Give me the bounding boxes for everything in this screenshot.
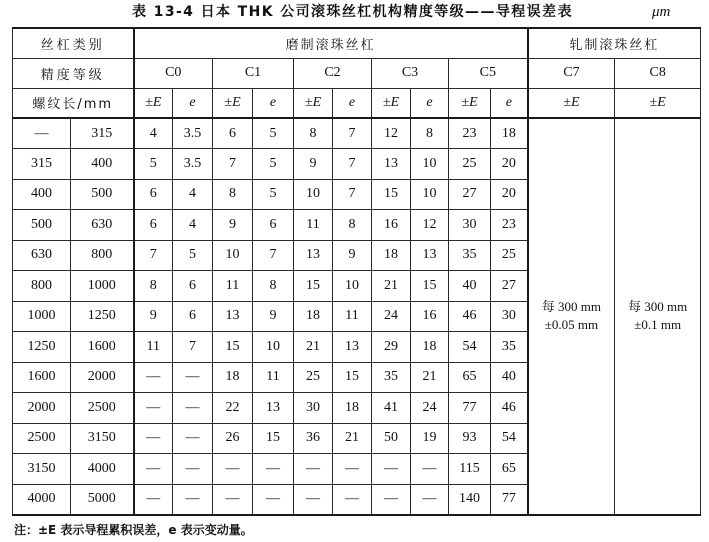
grade-c5: C5 bbox=[449, 58, 528, 88]
c3-pm-e-cell: 16 bbox=[372, 210, 411, 241]
c3-pm-e-cell: 35 bbox=[372, 362, 411, 393]
c0-pm-e-cell: — bbox=[134, 484, 173, 515]
c1-pm-e-cell: 18 bbox=[213, 362, 253, 393]
c1-e-cell: 6 bbox=[253, 210, 294, 241]
c1-e-cell: 5 bbox=[253, 149, 294, 180]
c3-e-cell: 8 bbox=[411, 118, 449, 149]
c5-e-cell: 77 bbox=[491, 484, 528, 515]
c2-pm-e-cell: 11 bbox=[294, 210, 333, 241]
length-from-cell: 1000 bbox=[13, 301, 71, 332]
header-row-category bbox=[13, 28, 701, 58]
rolled-c7-line1: 每 300 mm bbox=[541, 299, 602, 315]
c1-pm-e-cell: 6 bbox=[213, 118, 253, 149]
c0-e-cell: — bbox=[173, 484, 213, 515]
c5-pm-e-cell: 25 bbox=[449, 149, 491, 180]
c5-pm-e-cell: 65 bbox=[449, 362, 491, 393]
c1-e-header: e bbox=[253, 88, 294, 118]
grade-label: 精度等级 bbox=[13, 58, 134, 88]
c5-e-cell: 23 bbox=[491, 210, 528, 241]
c5-e-header: e bbox=[491, 88, 528, 118]
c2-pm-e-header: ±E bbox=[294, 88, 333, 118]
c0-pm-e-cell: 11 bbox=[134, 332, 173, 363]
length-from-cell: 630 bbox=[13, 240, 71, 271]
table-note: 注：±E 表示导程累积误差，e 表示变动量。 bbox=[14, 523, 253, 537]
grade-c8: C8 bbox=[615, 58, 701, 88]
length-to-cell: 1000 bbox=[71, 271, 134, 302]
c3-pm-e-cell: 21 bbox=[372, 271, 411, 302]
c1-pm-e-cell: 9 bbox=[213, 210, 253, 241]
c2-pm-e-cell: — bbox=[294, 454, 333, 485]
c5-e-cell: 65 bbox=[491, 454, 528, 485]
length-from-cell: 4000 bbox=[13, 484, 71, 515]
c5-pm-e-cell: 35 bbox=[449, 240, 491, 271]
c3-e-cell: 18 bbox=[411, 332, 449, 363]
length-to-cell: 4000 bbox=[71, 454, 134, 485]
c3-e-cell: 24 bbox=[411, 393, 449, 424]
c3-pm-e-cell: — bbox=[372, 484, 411, 515]
table-header bbox=[13, 28, 701, 118]
c5-e-cell: 54 bbox=[491, 423, 528, 454]
c3-e-cell: — bbox=[411, 484, 449, 515]
length-from-cell: 2500 bbox=[13, 423, 71, 454]
c3-pm-e-cell: 50 bbox=[372, 423, 411, 454]
grade-c2: C2 bbox=[294, 58, 372, 88]
c0-pm-e-cell: — bbox=[134, 423, 173, 454]
c1-pm-e-cell: 11 bbox=[213, 271, 253, 302]
c0-pm-e-cell: — bbox=[134, 454, 173, 485]
c0-pm-e-cell: 7 bbox=[134, 240, 173, 271]
c2-e-cell: — bbox=[333, 454, 372, 485]
table-title: 表 13-4 日本 THK 公司滚珠丝杠机构精度等级——导程误差表 bbox=[132, 4, 573, 20]
length-to-cell: 2000 bbox=[71, 362, 134, 393]
c2-pm-e-cell: 13 bbox=[294, 240, 333, 271]
table-row bbox=[13, 118, 701, 149]
c5-e-cell: 30 bbox=[491, 301, 528, 332]
lead-error-table bbox=[12, 27, 701, 516]
c0-e-cell: 7 bbox=[173, 332, 213, 363]
c2-pm-e-cell: 36 bbox=[294, 423, 333, 454]
length-to-cell: 500 bbox=[71, 179, 134, 210]
grade-c7: C7 bbox=[528, 58, 615, 88]
c0-pm-e-cell: — bbox=[134, 393, 173, 424]
c0-e-cell: 5 bbox=[173, 240, 213, 271]
c5-pm-e-cell: 140 bbox=[449, 484, 491, 515]
length-from-cell: 400 bbox=[13, 179, 71, 210]
length-to-cell: 1600 bbox=[71, 332, 134, 363]
c5-e-cell: 40 bbox=[491, 362, 528, 393]
rolled-c8-tolerance-cell bbox=[615, 118, 701, 515]
c3-e-cell: 12 bbox=[411, 210, 449, 241]
c1-pm-e-cell: 22 bbox=[213, 393, 253, 424]
c1-e-cell: 13 bbox=[253, 393, 294, 424]
c1-pm-e-cell: 10 bbox=[213, 240, 253, 271]
c5-e-cell: 35 bbox=[491, 332, 528, 363]
c3-e-header: e bbox=[411, 88, 449, 118]
c2-e-cell: 15 bbox=[333, 362, 372, 393]
c1-pm-e-header: ±E bbox=[213, 88, 253, 118]
c1-e-cell: 11 bbox=[253, 362, 294, 393]
c3-pm-e-cell: 41 bbox=[372, 393, 411, 424]
c7-pm-e-header: ±E bbox=[528, 88, 615, 118]
length-from-cell: 500 bbox=[13, 210, 71, 241]
ground-ball-screw-label: 磨制滚珠丝杠 bbox=[134, 28, 528, 58]
c2-pm-e-cell: 8 bbox=[294, 118, 333, 149]
c5-pm-e-cell: 23 bbox=[449, 118, 491, 149]
c5-e-cell: 18 bbox=[491, 118, 528, 149]
c0-e-cell: 6 bbox=[173, 301, 213, 332]
c5-e-cell: 20 bbox=[491, 149, 528, 180]
c0-e-header: e bbox=[173, 88, 213, 118]
c2-e-cell: 10 bbox=[333, 271, 372, 302]
c1-e-cell: 15 bbox=[253, 423, 294, 454]
c2-pm-e-cell: 18 bbox=[294, 301, 333, 332]
c1-e-cell: — bbox=[253, 454, 294, 485]
c1-pm-e-cell: 26 bbox=[213, 423, 253, 454]
c3-pm-e-cell: 15 bbox=[372, 179, 411, 210]
c2-pm-e-cell: 15 bbox=[294, 271, 333, 302]
unit-label: μm bbox=[652, 4, 671, 20]
length-from-cell: 2000 bbox=[13, 393, 71, 424]
c3-e-cell: 19 bbox=[411, 423, 449, 454]
grade-c3: C3 bbox=[372, 58, 449, 88]
length-to-cell: 315 bbox=[71, 118, 134, 149]
length-to-cell: 400 bbox=[71, 149, 134, 180]
c1-e-cell: 5 bbox=[253, 118, 294, 149]
c1-e-cell: 7 bbox=[253, 240, 294, 271]
c2-e-cell: 8 bbox=[333, 210, 372, 241]
c3-pm-e-header: ±E bbox=[372, 88, 411, 118]
c2-e-cell: 11 bbox=[333, 301, 372, 332]
c5-pm-e-cell: 46 bbox=[449, 301, 491, 332]
header-row-symbols bbox=[13, 88, 701, 118]
c2-e-cell: — bbox=[333, 484, 372, 515]
c2-e-cell: 13 bbox=[333, 332, 372, 363]
c3-e-cell: 10 bbox=[411, 179, 449, 210]
c5-e-cell: 20 bbox=[491, 179, 528, 210]
c2-e-cell: 21 bbox=[333, 423, 372, 454]
c5-pm-e-cell: 77 bbox=[449, 393, 491, 424]
length-to-cell: 5000 bbox=[71, 484, 134, 515]
c2-e-cell: 9 bbox=[333, 240, 372, 271]
grade-c0: C0 bbox=[134, 58, 213, 88]
rolled-c8-line1: 每 300 mm bbox=[628, 299, 688, 315]
length-from-cell: 1600 bbox=[13, 362, 71, 393]
c2-e-cell: 7 bbox=[333, 179, 372, 210]
c0-pm-e-cell: — bbox=[134, 362, 173, 393]
c3-pm-e-cell: 29 bbox=[372, 332, 411, 363]
length-from-cell: — bbox=[13, 118, 71, 149]
c5-pm-e-header: ±E bbox=[449, 88, 491, 118]
c3-e-cell: 13 bbox=[411, 240, 449, 271]
length-to-cell: 1250 bbox=[71, 301, 134, 332]
rolled-ball-screw-label: 轧制滚珠丝杠 bbox=[528, 28, 701, 58]
c5-e-cell: 46 bbox=[491, 393, 528, 424]
rolled-c7-line2: ±0.05 mm bbox=[544, 317, 599, 333]
rolled-c7-tolerance-cell bbox=[528, 118, 615, 515]
c0-e-cell: 4 bbox=[173, 179, 213, 210]
c2-e-header: e bbox=[333, 88, 372, 118]
c3-pm-e-cell: 18 bbox=[372, 240, 411, 271]
c3-e-cell: 16 bbox=[411, 301, 449, 332]
c3-pm-e-cell: 24 bbox=[372, 301, 411, 332]
c5-pm-e-cell: 27 bbox=[449, 179, 491, 210]
c2-pm-e-cell: 25 bbox=[294, 362, 333, 393]
thread-length-label: 螺纹长/mm bbox=[13, 88, 134, 118]
length-to-cell: 3150 bbox=[71, 423, 134, 454]
c0-pm-e-header: ±E bbox=[134, 88, 173, 118]
length-from-cell: 3150 bbox=[13, 454, 71, 485]
length-from-cell: 1250 bbox=[13, 332, 71, 363]
c2-pm-e-cell: — bbox=[294, 484, 333, 515]
c5-pm-e-cell: 93 bbox=[449, 423, 491, 454]
c2-e-cell: 7 bbox=[333, 149, 372, 180]
c3-e-cell: 15 bbox=[411, 271, 449, 302]
header-row-grade bbox=[13, 58, 701, 88]
c1-e-cell: — bbox=[253, 484, 294, 515]
c0-e-cell: — bbox=[173, 393, 213, 424]
c3-e-cell: — bbox=[411, 454, 449, 485]
c0-pm-e-cell: 8 bbox=[134, 271, 173, 302]
c8-pm-e-header: ±E bbox=[615, 88, 701, 118]
c1-e-cell: 5 bbox=[253, 179, 294, 210]
c0-e-cell: 3.5 bbox=[173, 118, 213, 149]
c0-e-cell: — bbox=[173, 454, 213, 485]
c5-pm-e-cell: 40 bbox=[449, 271, 491, 302]
c2-pm-e-cell: 10 bbox=[294, 179, 333, 210]
c0-pm-e-cell: 6 bbox=[134, 210, 173, 241]
length-from-cell: 315 bbox=[13, 149, 71, 180]
c1-pm-e-cell: 7 bbox=[213, 149, 253, 180]
c5-e-cell: 27 bbox=[491, 271, 528, 302]
length-to-cell: 2500 bbox=[71, 393, 134, 424]
c2-pm-e-cell: 9 bbox=[294, 149, 333, 180]
length-from-cell: 800 bbox=[13, 271, 71, 302]
c5-pm-e-cell: 30 bbox=[449, 210, 491, 241]
c1-e-cell: 10 bbox=[253, 332, 294, 363]
c1-pm-e-cell: 15 bbox=[213, 332, 253, 363]
c2-pm-e-cell: 21 bbox=[294, 332, 333, 363]
length-to-cell: 630 bbox=[71, 210, 134, 241]
c0-e-cell: — bbox=[173, 423, 213, 454]
c0-e-cell: — bbox=[173, 362, 213, 393]
c0-e-cell: 4 bbox=[173, 210, 213, 241]
c3-e-cell: 21 bbox=[411, 362, 449, 393]
c0-pm-e-cell: 5 bbox=[134, 149, 173, 180]
c2-pm-e-cell: 30 bbox=[294, 393, 333, 424]
c0-pm-e-cell: 4 bbox=[134, 118, 173, 149]
c2-e-cell: 7 bbox=[333, 118, 372, 149]
c1-e-cell: 9 bbox=[253, 301, 294, 332]
c3-pm-e-cell: 12 bbox=[372, 118, 411, 149]
c1-pm-e-cell: 13 bbox=[213, 301, 253, 332]
category-label: 丝杠类别 bbox=[13, 28, 134, 58]
length-to-cell: 800 bbox=[71, 240, 134, 271]
c1-pm-e-cell: — bbox=[213, 454, 253, 485]
c1-pm-e-cell: 8 bbox=[213, 179, 253, 210]
table-body bbox=[13, 118, 701, 515]
c0-pm-e-cell: 9 bbox=[134, 301, 173, 332]
c0-e-cell: 3.5 bbox=[173, 149, 213, 180]
c2-e-cell: 18 bbox=[333, 393, 372, 424]
c5-pm-e-cell: 54 bbox=[449, 332, 491, 363]
grade-c1: C1 bbox=[213, 58, 294, 88]
c1-pm-e-cell: — bbox=[213, 484, 253, 515]
c3-pm-e-cell: 13 bbox=[372, 149, 411, 180]
rolled-c8-line2: ±0.1 mm bbox=[634, 317, 682, 333]
c5-pm-e-cell: 115 bbox=[449, 454, 491, 485]
c3-pm-e-cell: — bbox=[372, 454, 411, 485]
c1-e-cell: 8 bbox=[253, 271, 294, 302]
c5-e-cell: 25 bbox=[491, 240, 528, 271]
c3-e-cell: 10 bbox=[411, 149, 449, 180]
c0-e-cell: 6 bbox=[173, 271, 213, 302]
c0-pm-e-cell: 6 bbox=[134, 179, 173, 210]
